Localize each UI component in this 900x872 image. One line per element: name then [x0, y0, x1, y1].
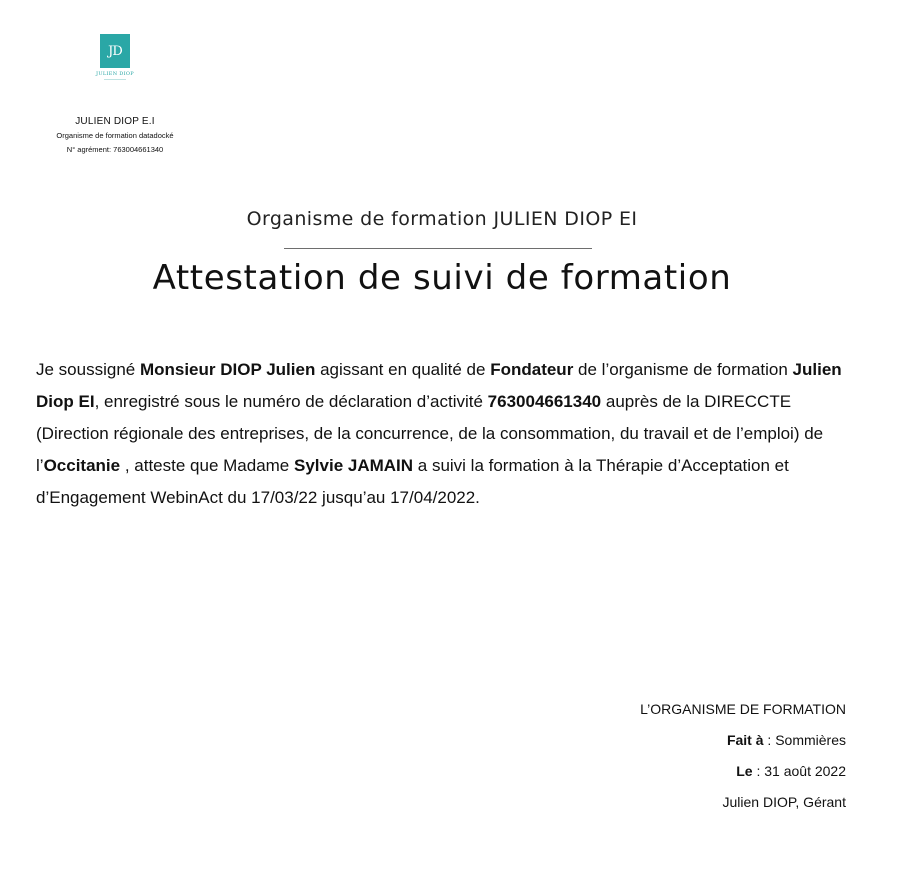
- body-bold-region: Occitanie: [43, 456, 121, 475]
- logo-caption: JULIEN DIOP: [96, 71, 134, 77]
- body-bold-declaration-number: 763004661340: [487, 392, 602, 411]
- body-text-2: agissant en qualité de: [315, 360, 491, 379]
- company-name: JULIEN DIOP E.I: [75, 116, 155, 127]
- logo-underline: [104, 79, 126, 80]
- signature-block: [640, 694, 846, 818]
- attestation-body: [36, 354, 856, 514]
- date-label: Le: [736, 763, 753, 779]
- logo-monogram: JD: [108, 43, 122, 59]
- body-text-4: , enregistré sous le numéro de déclaration d’activité: [94, 392, 488, 411]
- date-value: : 31 août 2022: [752, 763, 846, 779]
- company-subtitle: Organisme de formation datadocké: [56, 131, 174, 140]
- company-agreement-number: N° agrément: 763004661340: [66, 145, 164, 154]
- company-header: [30, 34, 200, 154]
- signature-place: [640, 725, 846, 756]
- place-value: : Sommières: [763, 732, 846, 748]
- body-bold-role: Fondateur: [490, 360, 574, 379]
- signature-organisation: L’ORGANISME DE FORMATION: [640, 701, 846, 717]
- body-text-7: a suivi la formation à la Thérapie d’Acceptation et d’Engagement WebinAct du 17/03/22 jusqu’au 17/04/2022.: [36, 456, 789, 507]
- signature-date: [640, 756, 846, 787]
- jd-monogram-logo-icon: [100, 34, 130, 68]
- body-bold-trainee: Sylvie JAMAIN: [294, 456, 414, 475]
- place-label: Fait à: [726, 732, 764, 748]
- body-text-3: de l’organisme de formation: [573, 360, 793, 379]
- body-text-5: auprès de la DIRECCTE (Direction régionale des entreprises, de la concurrence, de la consommation, du travail et de l’emploi) de l’: [36, 392, 824, 475]
- header-divider: [284, 248, 592, 249]
- document-title: Attestation de suivi de formation: [152, 258, 732, 298]
- body-bold-signer: Monsieur DIOP Julien: [139, 360, 316, 379]
- body-bold-organisation: Julien Diop EI: [36, 360, 842, 411]
- document-subtitle: Organisme de formation JULIEN DIOP EI: [246, 208, 638, 230]
- signature-signer: Julien DIOP, Gérant: [722, 794, 846, 810]
- body-text-1: Je soussigné: [36, 360, 140, 379]
- body-text-6: , atteste que Madame: [120, 456, 294, 475]
